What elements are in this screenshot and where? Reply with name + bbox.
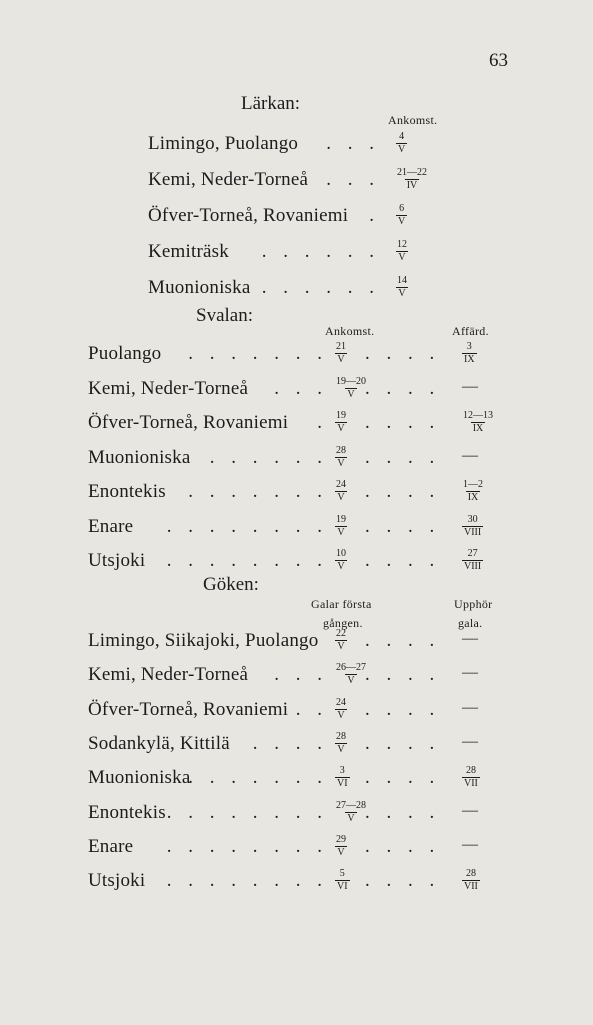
place-name: Öfver-Torneå, Rovaniemi [148,205,349,226]
date-fraction [335,800,367,825]
month-roman: V [398,216,406,227]
day-number: 27—28 [336,800,366,811]
dot-leader: . . . . [365,516,441,537]
date-fraction [335,479,347,504]
date-fraction [335,834,347,859]
column-header-first-call-2: gången. [323,616,363,630]
place-name: Limingo, Siikajoki, Puolango [88,630,319,651]
day-number: 19—20 [336,376,366,387]
day-number: 24 [336,697,346,708]
dot-leader: . . . . [365,550,441,571]
place-name: Enontekis [88,481,166,502]
day-number: 10 [336,548,346,559]
date-fraction [335,445,347,470]
date-fraction [335,731,347,756]
month-roman: V [337,492,345,503]
date-fraction [335,376,367,401]
date-fraction [335,341,347,366]
dot-leader: . . . . [365,870,441,891]
column-header-stops-calling-2: gala. [458,616,483,630]
dot-leader: . . . . [365,343,441,364]
date-fraction [396,203,407,228]
day-number: 3 [466,341,472,352]
column-header-arrival: Ankomst. [325,324,375,338]
day-number: 28 [336,731,346,742]
month-roman: VI [337,881,348,892]
dot-leader: . . . . [365,378,441,399]
section-heading-svalan: Svalan: [196,305,253,326]
dot-leader: . . . . . . . . [166,516,328,537]
dot-leader: . . . . [365,481,441,502]
day-number: 22 [336,628,346,639]
dot-leader: . . . [274,378,328,399]
day-number: 19 [336,514,346,525]
place-name: Kemi, Neder-Torneå [148,169,309,190]
date-fraction [335,628,347,653]
section-heading-larkan: Lärkan: [241,93,301,114]
dot-leader: . . . . . . [209,447,328,468]
section-heading-goken: Göken: [203,574,259,595]
date-fraction [335,410,347,435]
dot-leader: . . . . [365,412,441,433]
empty-dash: — [462,664,478,681]
dot-leader: . . . [274,664,328,685]
dot-leader: . . . . [365,664,441,685]
month-roman: V [337,561,345,572]
day-number: 29 [336,834,346,845]
empty-dash: — [462,630,478,647]
month-roman: V [337,641,345,652]
day-number: 3 [339,765,345,776]
dot-leader: . . [295,699,328,720]
day-number: 24 [336,479,346,490]
day-number: 30 [467,514,478,525]
day-number: 6 [399,203,405,214]
place-name: Enare [88,516,134,537]
date-fraction [335,697,347,722]
day-number: 21—22 [397,167,427,178]
month-roman: V [337,458,345,469]
place-name: Kemiträsk [148,241,229,262]
day-number: 27 [467,548,478,559]
dot-leader: . . . . [365,802,441,823]
month-roman: V [347,389,355,400]
month-roman: VIII [464,561,482,572]
month-roman: VII [464,778,478,789]
place-name: Puolango [88,343,162,364]
month-roman: V [337,744,345,755]
place-name: Muonioniska [88,447,191,468]
month-roman: V [398,252,406,263]
day-number: 12—13 [463,410,493,421]
day-number: 28 [465,765,476,776]
day-number: 26—27 [336,662,366,673]
day-number: 19 [336,410,346,421]
month-roman: IX [464,354,475,365]
dot-leader: . . . [326,169,380,190]
day-number: 21 [336,341,346,352]
date-fraction [396,275,408,300]
date-fraction [462,868,480,893]
dot-leader: . . . . [365,733,441,754]
month-roman: V [337,527,345,538]
dot-leader: . . . . . . . . [166,802,328,823]
column-header-arrival: Ankomst. [388,113,438,127]
month-roman: V [398,288,406,299]
day-number: 4 [399,131,405,142]
month-roman: V [337,710,345,721]
dot-leader: . . . . . . . . [166,550,328,571]
date-fraction [462,479,484,504]
dot-leader: . . . . . . . . [166,870,328,891]
empty-dash: — [462,447,478,464]
month-roman: VII [464,881,478,892]
place-name: Enare [88,836,134,857]
empty-dash: — [462,699,478,716]
dot-leader: . . . . . . . [188,767,328,788]
place-name: Enontekis [88,802,166,823]
place-name: Limingo, Puolango [148,133,299,154]
place-name: Muonioniska [148,277,251,298]
dot-leader: . . . . . . . [188,343,328,364]
date-fraction [335,548,347,573]
dot-leader: . . . [326,133,380,154]
empty-dash: — [462,836,478,853]
dot-leader: . . . . [365,767,441,788]
date-fraction [335,662,367,687]
date-fraction [462,514,483,539]
date-fraction [335,765,350,790]
place-name: Utsjoki [88,550,146,571]
place-name: Öfver-Torneå, Rovaniemi [88,699,289,720]
empty-dash: — [462,378,478,395]
date-fraction [462,548,483,573]
place-name: Muonioniska [88,767,191,788]
place-name: Utsjoki [88,870,146,891]
dot-leader: . . . . [365,836,441,857]
month-roman: IV [406,180,418,191]
empty-dash: — [462,733,478,750]
dot-leader: . [317,412,328,433]
empty-dash: — [462,802,478,819]
date-fraction [462,341,477,366]
day-number: 1—2 [463,479,483,490]
day-number: 14 [397,275,407,286]
month-roman: VIII [464,527,482,538]
place-name: Kemi, Neder-Torneå [88,664,249,685]
date-fraction [335,514,347,539]
place-name: Kemi, Neder-Torneå [88,378,249,399]
column-header-departure: Affärd. [452,324,489,338]
dot-leader: . . . . [365,447,441,468]
place-name: Öfver-Torneå, Rovaniemi [88,412,289,433]
month-roman: V [337,423,345,434]
column-header-first-call: Galar första [311,597,372,611]
dot-leader: . . . . [252,733,328,754]
dot-leader: . [369,205,380,226]
day-number: 28 [465,868,476,879]
date-fraction [462,410,494,435]
date-fraction [396,131,407,156]
day-number: 28 [336,445,346,456]
day-number: 12 [397,239,407,250]
page-number: 63 [489,50,508,71]
dot-leader: . . . . . . [261,241,380,262]
month-roman: IX [472,423,484,434]
dot-leader: . . . . [365,699,441,720]
month-roman: V [398,144,406,155]
month-roman: V [337,847,345,858]
dot-leader: . . . . . . . . [166,836,328,857]
date-fraction [335,868,350,893]
month-roman: V [337,354,345,365]
month-roman: VI [337,778,348,789]
month-roman: IX [467,492,479,503]
date-fraction [396,167,428,192]
month-roman: V [347,813,355,824]
month-roman: V [347,675,355,686]
day-number: 5 [339,868,345,879]
dot-leader: . . . . . . . [188,481,328,502]
dot-leader: . . . . . . [261,277,380,298]
dot-leader: . . . . [365,630,441,651]
column-header-stops-calling: Upphör [454,597,493,611]
date-fraction [462,765,480,790]
date-fraction [396,239,408,264]
place-name: Sodankylä, Kittilä [88,733,230,754]
